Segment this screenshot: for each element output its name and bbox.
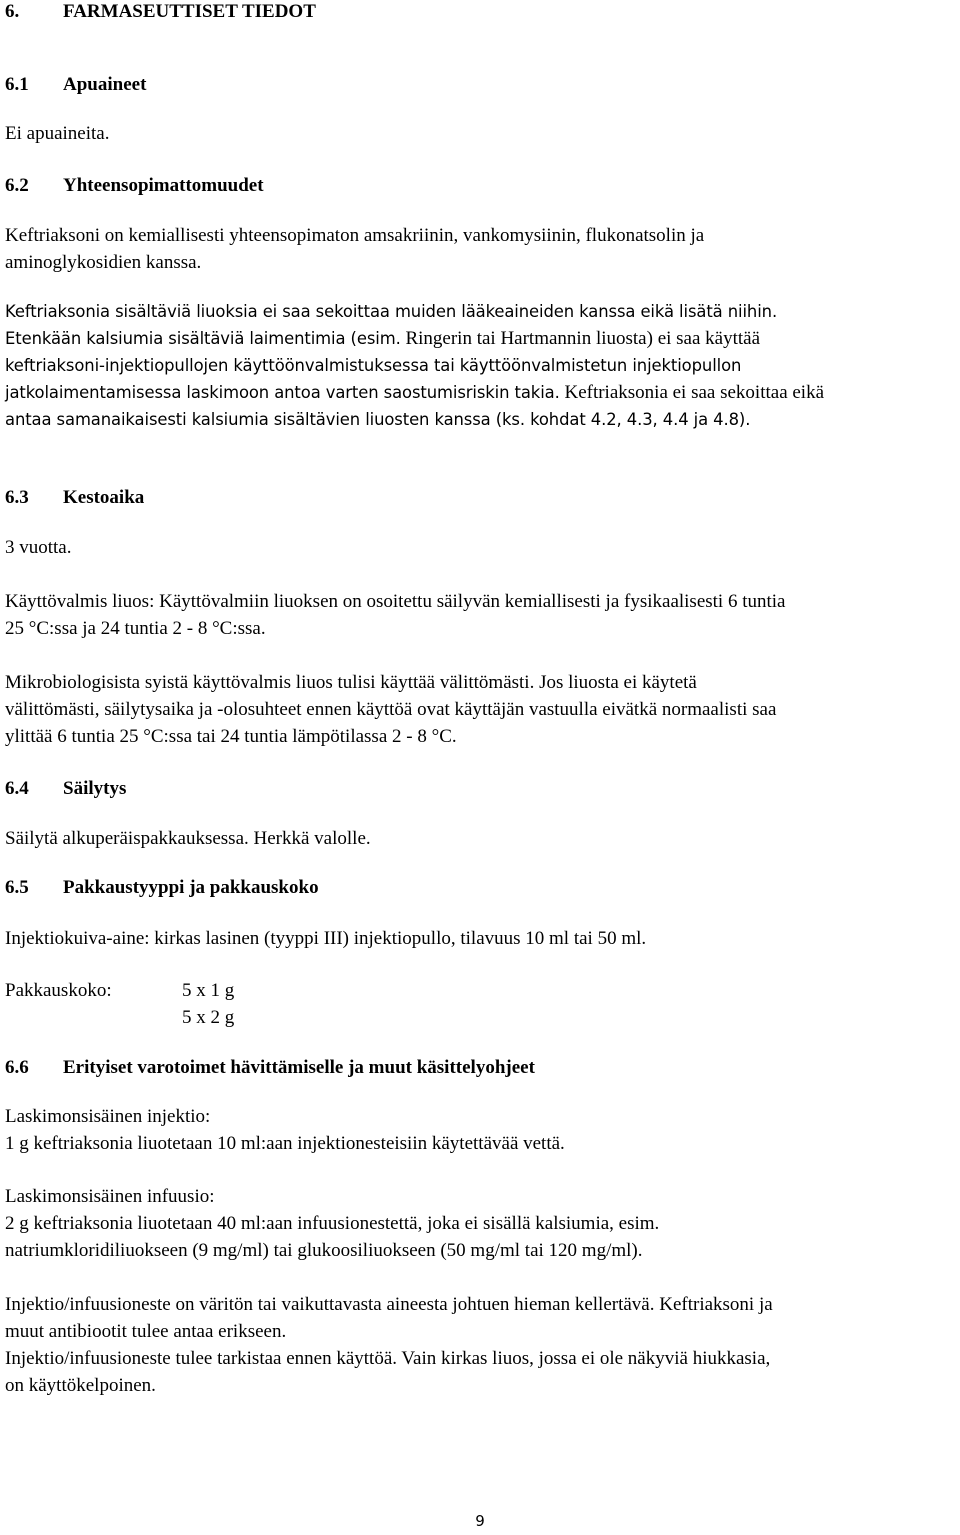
handling-paragraph-2: [5, 1183, 659, 1264]
shelf-life-text: 3 vuotta.: [5, 537, 72, 558]
text-line-serif-part: Keftriaksonia ei saa sekoittaa eikä: [559, 382, 825, 403]
text-line: Laskimonsisäinen infuusio:: [5, 1186, 215, 1207]
text-line: Keftriaksonia sisältäviä liuoksia ei saa sekoittaa muiden lääkeaineiden kanssa eikä lisätä niihin.: [5, 302, 778, 321]
shelf-life-paragraph-2: [5, 588, 785, 642]
incompatibility-paragraph-1: [5, 222, 704, 276]
subsection-number: 6.2: [5, 175, 29, 196]
text-line: 2 g keftriaksonia liuotetaan 40 ml:aan infuusionestettä, joka ei sisällä kalsiumia, esim.: [5, 1213, 660, 1234]
subsection-number: 6.4: [5, 778, 29, 799]
subsection-title: Säilytys: [63, 778, 127, 799]
text-line: Laskimonsisäinen injektio:: [5, 1106, 211, 1127]
text-line: Mikrobiologisista syistä käyttövalmis liuos tulisi käyttää välittömästi. Jos liuosta ei käytetä: [5, 672, 697, 693]
container-text: Injektiokuiva-aine: kirkas lasinen (tyyppi III) injektiopullo, tilavuus 10 ml tai 50 ml.: [5, 928, 647, 949]
subsection-number: 6.5: [5, 877, 29, 898]
text-line: välittömästi, säilytysaika ja -olosuhteet ennen käyttöä ovat käyttäjän vastuulla eivätkä normaalisti saa: [5, 699, 777, 720]
section-number: 6.: [5, 1, 20, 22]
text-line: antaa samanaikaisesti kalsiumia sisältävien liuosten kanssa (ks. kohdat 4.2, 4.3, 4.4 ja 4.8).: [5, 410, 751, 429]
text-line: Käyttövalmis liuos: Käyttövalmiin liuoksen on osoitettu säilyvän kemiallisesti ja fysikaalisesti 6 tuntia: [5, 591, 786, 612]
section-title: FARMASEUTTISET TIEDOT: [63, 1, 316, 22]
subsection-6-1-heading: [5, 71, 146, 98]
subsection-6-2-heading: [5, 172, 264, 199]
text-line: ylittää 6 tuntia 25 °C:ssa tai 24 tuntia lämpötilassa 2 - 8 °C.: [5, 726, 457, 747]
text-line: 1 g keftriaksonia liuotetaan 10 ml:aan injektionesteisiin käytettävää vettä.: [5, 1133, 565, 1154]
subsection-title: Erityiset varotoimet hävittämiselle ja muut käsittelyohjeet: [63, 1057, 535, 1078]
text-line: aminoglykosidien kanssa.: [5, 252, 202, 273]
subsection-6-4-heading: [5, 775, 126, 802]
pack-size-label: Pakkauskoko:: [5, 980, 112, 1001]
page-number: 9: [475, 1512, 485, 1530]
text-line-serif-part: Ringerin tai Hartmannin liuosta) ei saa käyttää: [400, 328, 761, 349]
shelf-life-paragraph-3: [5, 669, 776, 750]
incompatibility-paragraph-2: [5, 298, 824, 433]
text-line: Injektio/infuusioneste on väritön tai vaikuttavasta aineesta johtuen hieman kellertävä. Keftriaksoni ja: [5, 1294, 773, 1315]
pack-size-block: [5, 977, 234, 1031]
text-line: keftriaksoni-injektiopullojen käyttöönvalmistuksessa tai käyttöönvalmistetun injektiopullon: [5, 356, 742, 375]
text-line: 25 °C:ssa ja 24 tuntia 2 - 8 °C:ssa.: [5, 618, 266, 639]
subsection-number: 6.1: [5, 74, 29, 95]
subsection-6-5-heading: [5, 874, 319, 901]
handling-paragraph-3: [5, 1291, 773, 1399]
subsection-title: Apuaineet: [63, 74, 147, 95]
pack-size-value: 5 x 1 g: [182, 980, 235, 1001]
text-line: muut antibiootit tulee antaa erikseen.: [5, 1321, 287, 1342]
pack-size-value: 5 x 2 g: [182, 1007, 235, 1028]
text-line-sans-part: jatkolaimentamisessa laskimoon antoa varten saostumisriskin takia.: [5, 383, 560, 402]
section-heading: [5, 0, 316, 25]
excipients-text: Ei apuaineita.: [5, 123, 110, 144]
subsection-6-6-heading: [5, 1054, 535, 1081]
subsection-title: Pakkaustyyppi ja pakkauskoko: [63, 877, 319, 898]
subsection-title: Yhteensopimattomuudet: [63, 175, 264, 196]
subsection-number: 6.3: [5, 487, 29, 508]
text-line-sans-part: Etenkään kalsiumia sisältäviä laimentimia (esim.: [5, 329, 401, 348]
text-line: Injektio/infuusioneste tulee tarkistaa ennen käyttöä. Vain kirkas liuos, jossa ei ole näkyviä hiukkasia,: [5, 1348, 771, 1369]
storage-text: Säilytä alkuperäispakkauksessa. Herkkä valolle.: [5, 828, 371, 849]
text-line: natriumkloridiliuokseen (9 mg/ml) tai glukoosiliuokseen (50 mg/ml tai 120 mg/ml).: [5, 1240, 643, 1261]
subsection-title: Kestoaika: [63, 487, 145, 508]
subsection-number: 6.6: [5, 1057, 29, 1078]
text-line: Keftriaksoni on kemiallisesti yhteensopimaton amsakriinin, vankomysiinin, flukonatsolin ja: [5, 225, 705, 246]
handling-paragraph-1: [5, 1103, 565, 1157]
subsection-6-3-heading: [5, 484, 144, 511]
text-line: on käyttökelpoinen.: [5, 1375, 156, 1396]
